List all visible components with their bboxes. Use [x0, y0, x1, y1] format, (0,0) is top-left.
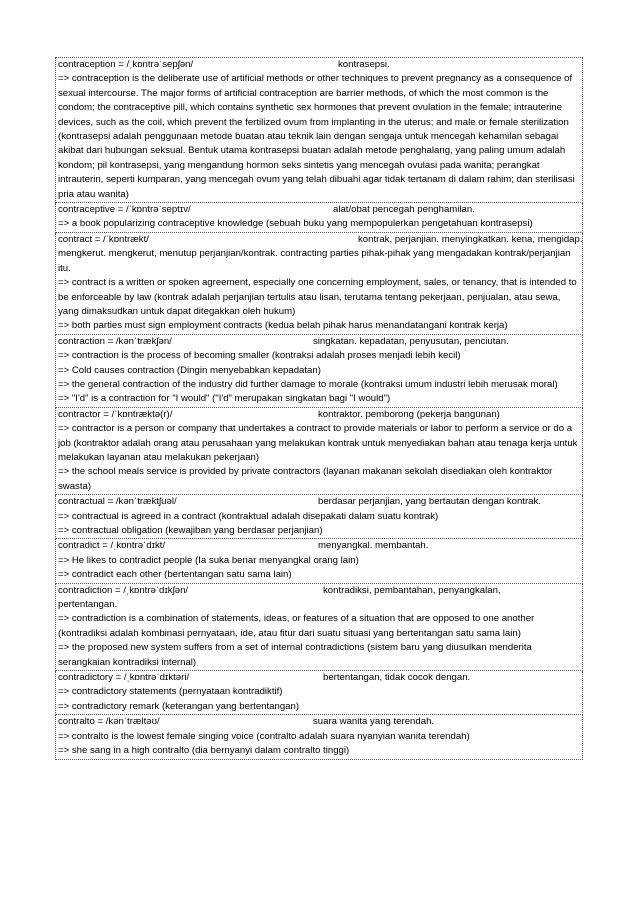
entry-example-line: => "I'd" is a contraction for "I would" ("I'd" merupakan singkatan bagi "I would"): [58, 393, 391, 405]
entry-gloss-continuation: mengkerut. mengkerut, menutup perjanjian/kontrak. contracting parties pihak-pihak yang mengadakan kontrak/perjanjian itu.: [58, 248, 571, 274]
entry-example-line: => contractor is a person or company that undertakes a contract to provide materials or labor to perform a service or do a job (kontraktor adalah orang atau perusahaan yang melakukan kontrak untuk menyediakan bahan atau tenaga kerja untuk melakukan layanan atau melakukan pekerjaan): [58, 423, 578, 463]
entry-gloss: menyangkal. membantah.: [318, 540, 429, 552]
entry-example-line: => He likes to contradict people (Ia suka benar menyangkal orang lain): [58, 554, 359, 566]
entry-example-line: => contradict each other (bertentangan satu sama lain): [58, 569, 292, 581]
dictionary-entry: [55, 203, 583, 233]
entry-headline: [58, 584, 580, 598]
entry-example-line: => contralto is the lowest female singing voice (contralto adalah suara nyanyian wanita terendah): [58, 730, 470, 742]
entry-term: contraceptive = /ˈkɒntrəˈseptɪv/: [58, 204, 191, 216]
entry-headline: [58, 203, 580, 217]
entry-term: contraception = /ˌkɒntrəˈsepʃən/: [58, 59, 194, 70]
entry-headline: [58, 539, 580, 553]
entry-gloss: kontradiksi, pembantahan, penyangkalan,: [323, 584, 501, 596]
entry-headline: [58, 408, 580, 422]
entry-headline: [58, 671, 580, 685]
entry-gloss-continuation: pertentangan.: [58, 599, 118, 611]
entry-term: contralto = /kənˈtræltəʊ/: [58, 716, 160, 728]
entry-headline: [58, 495, 580, 509]
entry-gloss: kontraktor. pemborong (pekerja bangunan): [318, 408, 500, 420]
dictionary-entry: [55, 233, 583, 335]
entry-term: contractual = /kənˈtræktʃuəl/: [58, 496, 177, 508]
entry-example-line: => Cold causes contraction (Dingin menyebabkan kepadatan): [58, 364, 321, 376]
dictionary-entry: [55, 408, 583, 495]
dictionary-entry: [55, 57, 583, 203]
entry-gloss: alat/obat pencegah penghamilan.: [333, 204, 475, 216]
dictionary-entry: [55, 671, 583, 715]
entry-gloss: singkatan. kepadatan, penyusutan, penciutan.: [313, 335, 509, 347]
entry-term: contradiction = /ˌkɒntrəˈdɪkʃən/: [58, 584, 189, 596]
entry-example-line: => contradictory remark (keterangan yang bertentangan): [58, 700, 300, 712]
entry-headline: [58, 58, 580, 72]
entry-term: contradictory = /ˌkɒntrəˈdɪktəri/: [58, 672, 190, 684]
dictionary-entry: [55, 539, 583, 583]
dictionary-page: [55, 57, 583, 760]
entry-headline: [58, 715, 580, 729]
entry-example-line: => contradiction is a combination of statements, ideas, or features of a situation that are opposed to one another (kontradiksi adalah kombinasi pernyataan, ide, atau fitur dari suatu situasi yang bertentangan satu sama lain): [58, 613, 535, 639]
entry-gloss: suara wanita yang terendah.: [313, 716, 435, 728]
entry-example-line: => contraction is the process of becoming smaller (kontraksi adalah proses menjadi lebih kecil): [58, 350, 461, 362]
dictionary-entry: [55, 495, 583, 539]
entry-example-line: => both parties must sign employment contracts (kedua belah pihak harus menandatangani kontrak kerja): [58, 320, 508, 332]
entry-example-line: => contractual is agreed in a contract (kontraktual adalah disepakati dalam suatu kontrak): [58, 510, 439, 522]
entry-example-line: => a book popularizing contraceptive knowledge (sebuah buku yang mempopulerkan pengetahuan kontrasepsi): [58, 218, 533, 230]
entry-example-line: => contradictory statements (pernyataan kontradiktif): [58, 686, 283, 698]
entry-term: contract = /ˈkɒntrækt/: [58, 233, 149, 245]
entry-gloss: berdasar perjanjian, yang bertautan dengan kontrak.: [318, 496, 541, 508]
entry-term: contractor = /ˈkɒntræktə(r)/: [58, 408, 173, 420]
entry-example-line: => she sang in a high contralto (dia bernyanyi dalam contralto tinggi): [58, 745, 350, 757]
entry-gloss: bertentangan, tidak cocok dengan.: [323, 672, 471, 684]
dictionary-entry: [55, 335, 583, 408]
entry-term: contradict = /ˌkɒntrəˈdɪkt/: [58, 540, 166, 552]
entry-example-line: => contraception is the deliberate use of artificial methods or other techniques to prevent pregnancy as a consequence of sexual intercourse. The major forms of artificial contraception are barrier methods, of which the most common is the condom; the contraceptive pill, which contains synthetic sex hormones that prevent ovulation in the female; intrauterine devices, such as the coil, which prevent the fertilized ovum from implanting in the uterus; and male or female sterilization (kontrasepsi adalah penggunaan metode buatan atau teknik lain dengan sengaja untuk mencegah kehamilan sebagai akibat dari hubungan seksual. Bentuk utama kontrasepsi buatan adalah metode penghalang, yang paling umum adalah kondom; pil kontrasepsi, yang mengandung hormon seks sintetis yang mencegah ovulasi pada wanita; perangkat intrauterin, seperti kumparan, yang mencegah ovum yang telah dibuahi agar tidak tertanam di dalam rahim; dan sterilisasi pria atau wanita): [58, 73, 575, 200]
entry-headline: [58, 233, 583, 247]
entry-gloss: kontrasepsi.: [338, 59, 390, 70]
dictionary-entry: [55, 715, 583, 759]
entry-example-line: => contractual obligation (kewajiban yang berdasar perjanjian): [58, 525, 323, 536]
entry-gloss: kontrak, perjanjian. menyingkatkan. kena, mengidap.: [358, 233, 583, 245]
entry-example-line: => contract is a written or spoken agreement, especially one concerning employment, sales, or tenancy, that is intended to be enforceable by law (kontrak adalah perjanjian tertulis atau lisan, terutama tentang pekerjaan, penjualan, atau sewa, yang dimaksudkan untuk dapat ditegakkan oleh hukum): [58, 277, 577, 317]
dictionary-entry: [55, 584, 583, 671]
entry-example-line: => the general contraction of the industry did further damage to morale (kontraksi umum industri lebih merusak moral): [58, 378, 558, 390]
entry-headline: [58, 335, 580, 349]
entry-term: contraction = /kənˈtrækʃən/: [58, 335, 172, 347]
entry-example-line: => the proposed new system suffers from a set of internal contradictions (sistem baru yang diusulkan menderita serangkaian kontradiksi internal): [58, 642, 532, 668]
entry-example-line: => the school meals service is provided by private contractors (layanan makanan sekolah disediakan oleh kontraktor swasta): [58, 466, 553, 492]
